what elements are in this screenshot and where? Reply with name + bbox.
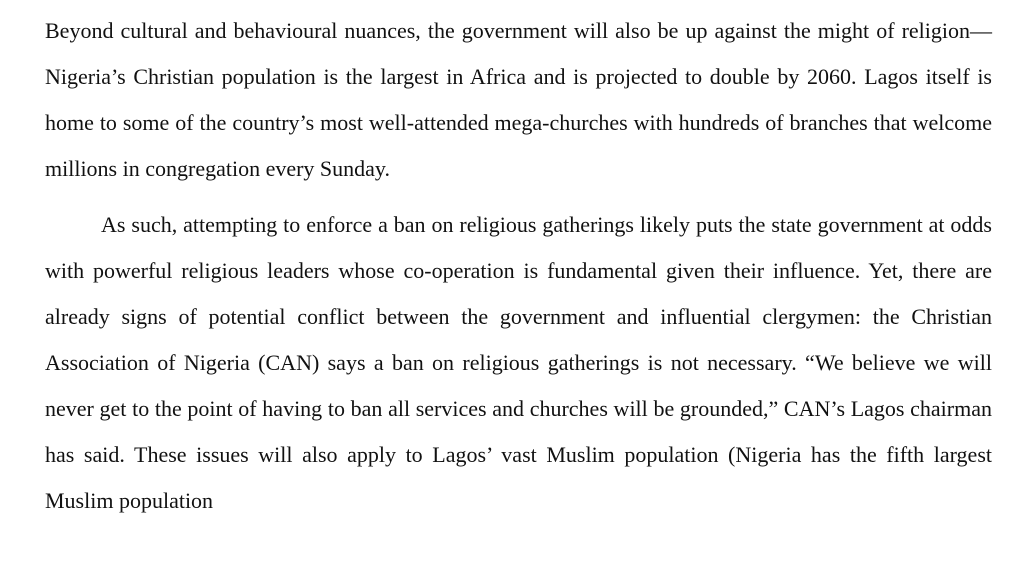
paragraph-religion-intro: Beyond cultural and behavioural nuances, the government will also be up against the might of religion—Nigeria’s Christian population is the largest in Africa and is projected to double by 2060. Lagos itself is home to some of the country’s most well-attended mega-churches with hundreds of branches that welcome millions in congregation every Sunday.: [45, 18, 992, 181]
paragraph-ban-conflict: As such, attempting to enforce a ban on religious gatherings likely puts the state government at odds with powerful religious leaders whose co-operation is fundamental given their influence. Yet, there are already signs of potential conflict between the government and influential clergymen: the Christian Association of Nigeria (CAN) says a ban on religious gatherings is not necessary. “We believe we will never get to the point of having to ban all services and churches will be grounded,” CAN’s Lagos chairman has said. These issues will also apply to Lagos’ vast Muslim population (Nigeria has the fifth largest Muslim population: [45, 212, 992, 513]
